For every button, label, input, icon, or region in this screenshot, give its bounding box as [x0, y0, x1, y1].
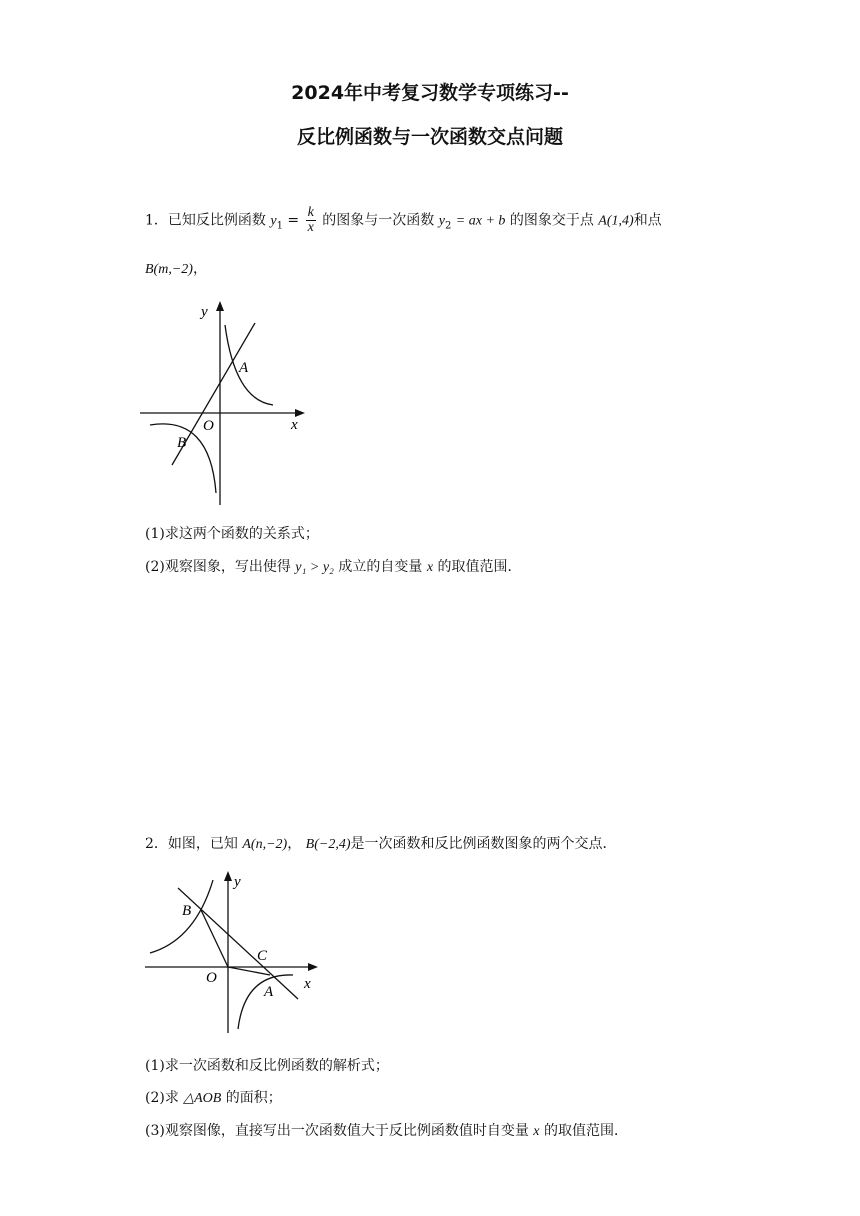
- q1-part2-x: x: [426, 560, 434, 575]
- q1-part2-ineq: y₁ > y₂: [295, 560, 334, 575]
- q1-text-b: 的图象与一次函数: [322, 212, 435, 229]
- q2-x-arrow: [308, 963, 318, 971]
- q1-text-a: 已知反比例函数: [167, 212, 266, 229]
- q1-fraction-den: x: [307, 220, 314, 235]
- q1-text-c: 的图象交于点: [509, 212, 594, 229]
- q1-part2: [145, 556, 521, 576]
- q1-label-x: x: [291, 417, 298, 433]
- q1-fn2-sub: 2: [444, 220, 452, 232]
- q1-statement-cont: [145, 258, 207, 278]
- q1-fraction-num: k: [307, 205, 314, 220]
- title-line-1: 2024年中考复习数学专项练习--: [291, 82, 569, 104]
- q2-segment-oa: [228, 967, 270, 975]
- q1-number: 1．: [145, 212, 168, 229]
- q1-statement: 1．已知反比例函数 $y_1$ = $\frac{k}{x}$ 的图象与一次函数 $y_2$ = ax + b 的图象交于点 A(1,4)和点: [145, 205, 662, 235]
- q2-part2: [145, 1087, 282, 1107]
- q2-part3-b: 的取值范围．: [543, 1123, 628, 1139]
- q1-label-o: O: [203, 418, 214, 434]
- q2-point-a: A(n,−2): [242, 837, 288, 852]
- q1-fn2: y: [438, 213, 445, 229]
- q1-point-a: A(1,4): [598, 213, 634, 229]
- q2-label-c: C: [257, 948, 268, 964]
- q2-text-b: 是一次函数和反比例函数图象的两个交点．: [350, 836, 617, 852]
- q1-label-a: A: [239, 360, 249, 376]
- q2-part2-a: (2)求: [145, 1090, 179, 1106]
- q2-figure: [140, 865, 330, 1040]
- q1-text-d: 和点: [633, 212, 662, 229]
- q1-fraction: [306, 206, 316, 235]
- q1-y-arrow: [216, 301, 224, 311]
- q2-statement: [145, 833, 616, 853]
- q2-part3-a: (3)观察图像，直接写出一次函数值大于反比例函数值时自变量: [145, 1123, 529, 1139]
- q2-segment-ob: [201, 910, 228, 967]
- q1-point-b: B(m,−2): [145, 262, 193, 277]
- q1-label-b: B: [177, 435, 187, 451]
- q1-figure: [140, 295, 315, 510]
- q1-label-y: y: [201, 304, 208, 320]
- q1-part2-b: 成立的自变量: [338, 559, 423, 575]
- q2-sep: ，: [287, 836, 302, 852]
- q1-fn1-lhs: y: [270, 213, 277, 229]
- q2-label-y: y: [234, 874, 241, 890]
- q1-text-e: ，: [192, 261, 207, 277]
- title-line-2: 反比例函数与一次函数交点问题: [296, 126, 563, 148]
- q2-label-b: B: [182, 903, 192, 919]
- q2-label-o: O: [206, 970, 217, 986]
- q2-label-x: x: [304, 976, 311, 992]
- q1-fn2-rhs: = ax + b: [455, 213, 506, 229]
- q1-part2-c: 的取值范围．: [437, 559, 522, 575]
- q2-y-arrow: [224, 871, 232, 881]
- q2-part2-b: 的面积；: [225, 1090, 282, 1106]
- q2-part2-tri: △AOB: [183, 1091, 222, 1106]
- q2-text-a: 如图，已知: [167, 836, 238, 852]
- q1-part2-a: (2)观察图象，写出使得: [145, 559, 291, 575]
- q2-point-b: B(−2,4): [305, 837, 351, 852]
- q1-part1: (1)求这两个函数的关系式；: [145, 526, 319, 542]
- q2-part1: (1)求一次函数和反比例函数的解析式；: [145, 1058, 389, 1074]
- q2-part3-x: x: [533, 1124, 540, 1139]
- q2-line: [178, 888, 298, 999]
- q2-number: 2．: [145, 836, 168, 852]
- q2-label-a: A: [264, 984, 274, 1000]
- q1-x-arrow: [295, 409, 305, 417]
- q1-fn1-sub: 1: [276, 220, 283, 232]
- q1-hyperbola-upper: [225, 325, 273, 405]
- q2-part3: [145, 1120, 628, 1140]
